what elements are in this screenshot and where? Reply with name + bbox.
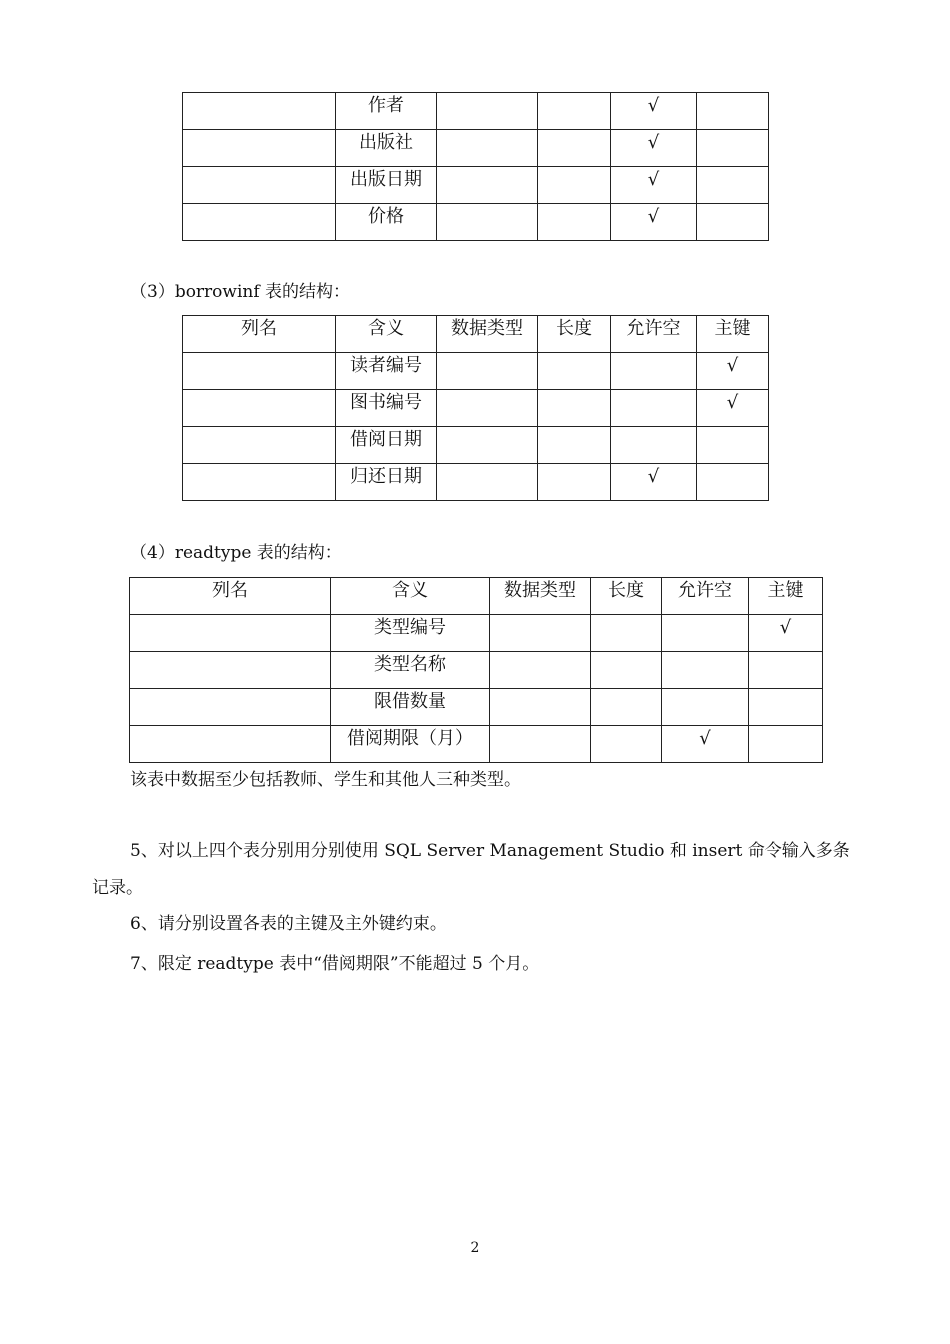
- table-cell: √: [611, 464, 697, 501]
- table-header-row: [183, 316, 769, 353]
- table-cell: [490, 615, 591, 652]
- table-cell: 图书编号: [336, 390, 437, 427]
- table-cell: [130, 726, 331, 763]
- table-cell: 读者编号: [336, 353, 437, 390]
- table-cell: 类型编号: [331, 615, 490, 652]
- table-cell: √: [697, 353, 769, 390]
- table-cell: [437, 204, 538, 241]
- table-cell: 归还日期: [336, 464, 437, 501]
- header-cell: 允许空: [662, 578, 749, 615]
- borrowinf-table: [182, 315, 769, 501]
- table-cell: [697, 167, 769, 204]
- table-cell: [437, 390, 538, 427]
- table-cell: 作者: [336, 93, 437, 130]
- table-cell: [611, 390, 697, 427]
- header-cell: 列名: [130, 578, 331, 615]
- table-cell: [437, 130, 538, 167]
- table-cell: [490, 652, 591, 689]
- item-6: 6、请分别设置各表的主键及主外键约束。: [130, 914, 447, 934]
- table-cell: [697, 427, 769, 464]
- table-row: [183, 93, 769, 130]
- table-cell: [538, 427, 611, 464]
- page-number: 2: [470, 1240, 480, 1256]
- table-row: [183, 204, 769, 241]
- header-cell: 长度: [538, 316, 611, 353]
- table-cell: [490, 726, 591, 763]
- table-cell: [591, 726, 662, 763]
- table-cell: √: [611, 93, 697, 130]
- table-row: [130, 652, 823, 689]
- table-cell: 价格: [336, 204, 437, 241]
- table-cell: [697, 204, 769, 241]
- table-cell: [662, 615, 749, 652]
- table-cell: [183, 353, 336, 390]
- table-cell: √: [749, 615, 823, 652]
- table-cell: [183, 427, 336, 464]
- table-row: [130, 726, 823, 763]
- table-cell: [437, 93, 538, 130]
- table-cell: 出版日期: [336, 167, 437, 204]
- table-cell: [611, 353, 697, 390]
- table-cell: [611, 427, 697, 464]
- table-row: [130, 689, 823, 726]
- table-cell: [538, 93, 611, 130]
- header-cell: 主键: [749, 578, 823, 615]
- header-cell: 列名: [183, 316, 336, 353]
- table-cell: [130, 615, 331, 652]
- table-cell: [591, 652, 662, 689]
- item-7: 7、限定 readtype 表中“借阅期限”不能超过 5 个月。: [130, 954, 540, 974]
- borrowinf-table-body: [183, 316, 769, 501]
- table-cell: [538, 353, 611, 390]
- table-cell: [749, 689, 823, 726]
- table-cell: [490, 689, 591, 726]
- table-cell: 限借数量: [331, 689, 490, 726]
- table-cell: 借阅期限（月）: [331, 726, 490, 763]
- table-cell: √: [697, 390, 769, 427]
- table-cell: 类型名称: [331, 652, 490, 689]
- table-cell: [662, 652, 749, 689]
- table-cell: [749, 726, 823, 763]
- table-cell: [591, 689, 662, 726]
- header-cell: 含义: [336, 316, 437, 353]
- table-cell: [183, 167, 336, 204]
- caption-readtype: （4）readtype 表的结构：: [130, 543, 342, 563]
- table-row: [130, 615, 823, 652]
- table-cell: [437, 167, 538, 204]
- table-cell: [749, 652, 823, 689]
- table-cell: √: [611, 130, 697, 167]
- caption-borrowinf: （3）borrowinf 表的结构：: [130, 282, 351, 302]
- table-row: [183, 464, 769, 501]
- book-table-continued: [182, 92, 769, 241]
- table-row: [183, 130, 769, 167]
- readtype-table-body: [130, 578, 823, 763]
- table-cell: [662, 689, 749, 726]
- header-cell: 长度: [591, 578, 662, 615]
- table-cell: 借阅日期: [336, 427, 437, 464]
- table-cell: [538, 390, 611, 427]
- table-cell: [697, 464, 769, 501]
- item-5-line1: 5、对以上四个表分别用分别使用 SQL Server Management Studio 和 insert 命令输入多条: [130, 841, 850, 861]
- header-cell: 数据类型: [490, 578, 591, 615]
- readtype-note: 该表中数据至少包括教师、学生和其他人三种类型。: [130, 770, 521, 790]
- table-header-row: [130, 578, 823, 615]
- table-cell: [538, 130, 611, 167]
- book-table-body: [183, 93, 769, 241]
- table-cell: [538, 167, 611, 204]
- table-cell: [183, 204, 336, 241]
- table-row: [183, 427, 769, 464]
- header-cell: 含义: [331, 578, 490, 615]
- table-cell: [183, 390, 336, 427]
- table-cell: [437, 464, 538, 501]
- table-cell: [183, 464, 336, 501]
- table-row: [183, 390, 769, 427]
- table-row: [183, 167, 769, 204]
- item-5-line2: 记录。: [92, 878, 143, 898]
- table-cell: [591, 615, 662, 652]
- table-cell: 出版社: [336, 130, 437, 167]
- table-cell: [437, 353, 538, 390]
- table-cell: [538, 464, 611, 501]
- table-cell: [183, 130, 336, 167]
- table-cell: √: [611, 204, 697, 241]
- table-cell: √: [611, 167, 697, 204]
- table-cell: [697, 93, 769, 130]
- table-cell: [697, 130, 769, 167]
- table-cell: [130, 652, 331, 689]
- header-cell: 允许空: [611, 316, 697, 353]
- table-cell: [437, 427, 538, 464]
- header-cell: 主键: [697, 316, 769, 353]
- table-cell: √: [662, 726, 749, 763]
- table-cell: [538, 204, 611, 241]
- table-cell: [130, 689, 331, 726]
- readtype-table: [129, 577, 823, 763]
- table-cell: [183, 93, 336, 130]
- header-cell: 数据类型: [437, 316, 538, 353]
- table-row: [183, 353, 769, 390]
